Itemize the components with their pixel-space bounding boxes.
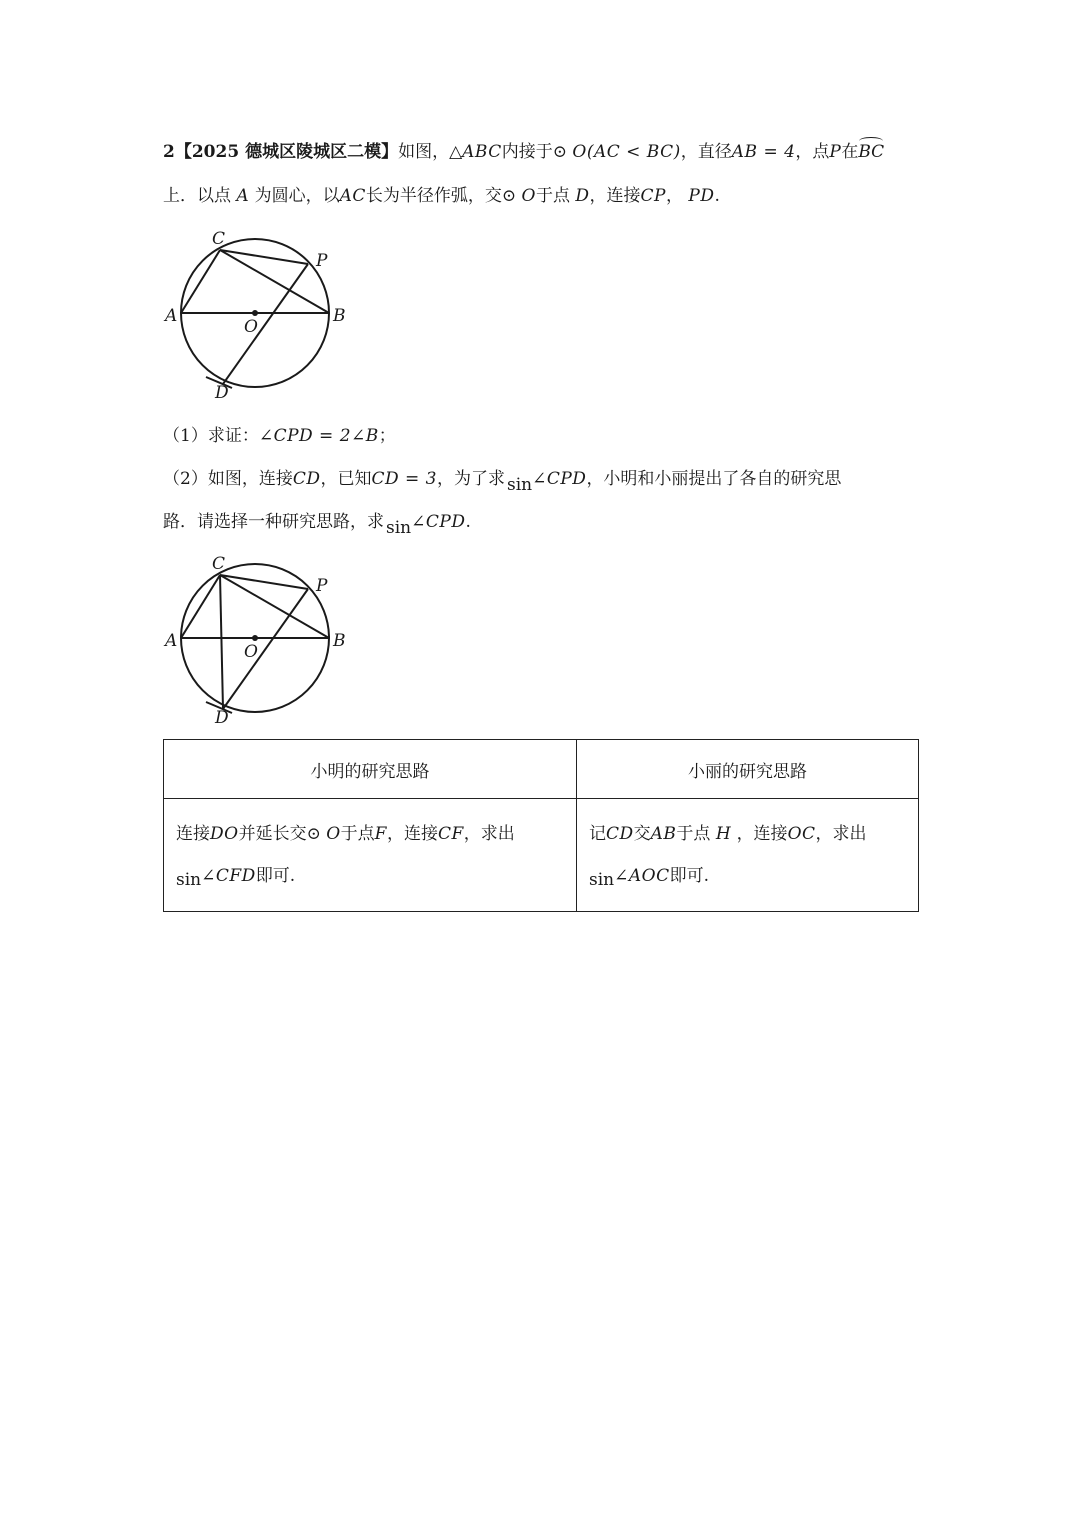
math-sin: sin [386, 518, 412, 538]
table-row [164, 799, 919, 912]
q1-label: （1）求证： [163, 426, 259, 446]
label-a: A [165, 306, 178, 326]
math-cd: CD [292, 469, 321, 489]
segment-pd [223, 264, 308, 384]
problem-statement-line-1 [163, 140, 930, 164]
math-ac: AC [339, 186, 366, 206]
question-2-line-1 [163, 467, 930, 495]
math-cf: CF [437, 824, 464, 844]
text: 于点 [676, 824, 711, 844]
text: 即可. [669, 866, 709, 886]
triangle-symbol: △ [449, 142, 463, 162]
text: ，连接 [736, 824, 788, 844]
math-angle-cfd: ∠CFD [201, 866, 256, 886]
math-sin: sin [506, 475, 533, 495]
math-sin: sin [589, 870, 615, 890]
header-xiaoli: 小丽的研究思路 [577, 740, 919, 799]
math-o: O [326, 824, 341, 844]
text: . [465, 512, 471, 532]
research-ideas-table [163, 739, 919, 912]
q1-expression: ∠CPD = 2∠B [258, 426, 379, 446]
table-header-row [164, 740, 919, 799]
segment-ac [181, 250, 220, 313]
header-xiaoming: 小明的研究思路 [164, 740, 577, 799]
text: 内接于 [501, 142, 553, 162]
question-2-line-2 [163, 510, 930, 538]
circle-symbol: ⊙ [306, 824, 321, 844]
math-angle-cpd: ∠CPD [532, 469, 587, 489]
math-do: DO [210, 824, 239, 844]
problem-source: 【2025 德城区陵城区二模】 [174, 142, 399, 162]
text: ，为了求 [436, 469, 505, 489]
math-a: A [236, 186, 250, 206]
text: 上．以点 [163, 186, 231, 206]
segment-ac [181, 575, 220, 638]
geometry-figure-1 [160, 228, 360, 403]
text: 于点 [535, 186, 570, 206]
text: ，点 [795, 142, 830, 162]
label-p: P [316, 251, 328, 271]
math-abc: ABC [462, 142, 502, 162]
math-h: H [715, 824, 732, 844]
question-1 [163, 424, 930, 448]
text: ，连接 [386, 824, 438, 844]
problem-number: 2 [163, 142, 175, 162]
math-arc-bc: BC [858, 142, 885, 162]
math-sin: sin [176, 870, 202, 890]
label-o: O [244, 642, 258, 662]
text: ，求出 [463, 824, 515, 844]
circle-symbol: ⊙ [501, 186, 517, 206]
segment-pd [223, 589, 308, 709]
text: ，连接 [589, 186, 641, 206]
label-b: B [333, 631, 346, 651]
label-p: P [316, 576, 328, 596]
label-c: C [212, 554, 226, 574]
center-point-o [252, 635, 258, 641]
math-cd-eq: CD = 3 [371, 469, 437, 489]
label-o: O [244, 317, 258, 337]
math-angle-aoc: ∠AOC [614, 866, 670, 886]
text: 并延长交 [238, 824, 307, 844]
geometry-figure-2 [160, 553, 360, 728]
text: 即可. [255, 866, 296, 886]
math-condition: (AC < BC) [586, 142, 681, 162]
text: 在 [841, 142, 859, 162]
math-p: P [829, 142, 842, 162]
label-a: A [165, 631, 178, 651]
cell-xiaoming-idea [164, 799, 577, 912]
math-ab: AB [650, 824, 677, 844]
text: . [714, 186, 720, 206]
math-ab-eq: AB = 4 [731, 142, 796, 162]
math-oc: OC [787, 824, 816, 844]
math-d: D [575, 186, 590, 206]
center-point-o [252, 310, 258, 316]
text: 连接 [176, 824, 210, 844]
label-c: C [212, 229, 226, 249]
math-o: O [521, 186, 536, 206]
math-f: F [374, 824, 387, 844]
text: 为圆心，以 [254, 186, 340, 206]
label-b: B [333, 306, 346, 326]
text: 如图， [398, 142, 450, 162]
label-d: D [215, 708, 229, 728]
circle-symbol: ⊙ [552, 142, 567, 162]
text: 长为半径作弧，交 [365, 186, 502, 206]
text: 交 [633, 824, 651, 844]
q2-label: （2）如图，连接 [163, 469, 293, 489]
text: ，求出 [815, 824, 867, 844]
math-cd: CD [606, 824, 634, 844]
text: ，直径 [680, 142, 732, 162]
problem-statement-line-2 [163, 184, 930, 208]
text: 记 [589, 824, 606, 844]
math-cp: CP [640, 186, 666, 206]
text: 于点 [340, 824, 375, 844]
math-o: O [572, 142, 587, 162]
label-d: D [215, 383, 229, 403]
text: ，已知 [320, 469, 372, 489]
math-angle-cpd: ∠CPD [411, 512, 466, 532]
cell-xiaoli-idea [577, 799, 919, 912]
segment-cd [220, 575, 223, 709]
text: ，小明和小丽提出了各自的研究思 [586, 469, 842, 489]
text: ， [665, 186, 683, 206]
text: 路．请选择一种研究思路，求 [163, 512, 384, 532]
math-pd: PD [688, 186, 715, 206]
text: ； [378, 426, 396, 446]
